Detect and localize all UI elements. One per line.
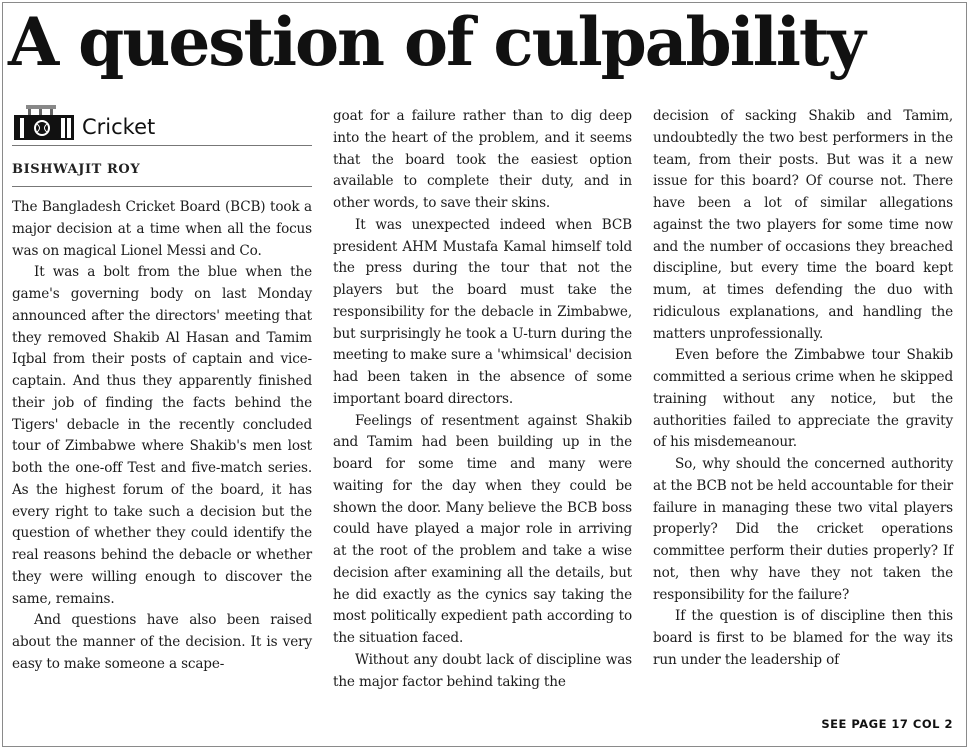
byline: BISHWAJIT ROY — [12, 162, 141, 177]
article-paragraph: The Bangladesh Cricket Board (BCB) took a major decision at a time when all the focus was on magical Lionel Messi and Co. — [12, 199, 312, 259]
article-column-2 — [333, 106, 632, 693]
article-paragraph: It was a bolt from the blue when the game's governing body on last Monday announced after the directors' meeting that they removed Shakib Al Hasan and Tamim Iqbal from their posts of captain and vice-captain. And thus they apparently finished their job of finding the facts behind the Tigers' debacle in the recently concluded tour of Zimbabwe where Shakib's men lost both the one-off Test and five-match series. As the highest forum of the board, it has every right to take such a decision but the question of whether they could identify the real reasons behind the debacle or whether they were willing enough to discover the same, remains. — [12, 264, 312, 607]
headline: A question of culpability — [8, 3, 864, 81]
article-column-1 — [12, 197, 312, 676]
article-paragraph: decision of sacking Shakib and Tamim, undoubtedly the two best performers in the team, from their posts. But was it a new issue for this board? Of course not. There have been a lot of similar allegations against the two players for some time now and the number of occasions they breached discipline, but every time the board kept mum, at times defending the duo with ridiculous explanations, and handling the matters unprofessionally. — [653, 108, 953, 342]
article-paragraph: Feelings of resentment against Shakib and Tamim had been building up in the board for some time and many were waiting for the day when they could be shown the door. Many believe the BCB boss could have played a major role in arriving at the root of the problem and take a wise decision after examining all the details, but he did exactly as the cynics say taking the most politically expedient path according to the situation faced. — [333, 412, 632, 646]
cricket-bat-wickets-icon — [12, 104, 76, 142]
article-column-3 — [653, 106, 953, 672]
article-paragraph: Without any doubt lack of discipline was the major factor behind taking the — [333, 651, 632, 690]
article-paragraph: And questions have also been raised about the manner of the decision. It is very easy to make someone a scape- — [12, 612, 312, 672]
continued-jump-line: SEE PAGE 17 COL 2 — [821, 717, 953, 731]
article-paragraph: Even before the Zimbabwe tour Shakib committed a serious crime when he skipped training without any notice, but the authorities failed to appreciate the gravity of his misdemeanour. — [653, 347, 953, 451]
section-kicker — [12, 104, 312, 142]
article-paragraph: goat for a failure rather than to dig deep into the heart of the problem, and it seems that the board took the easiest option available to complete their duty, and in other words, to save their skins. — [333, 108, 632, 211]
kicker-divider — [12, 145, 312, 146]
article-paragraph: If the question is of discipline then this board is first to be blamed for the way its run under the leadership of — [653, 608, 953, 668]
article-paragraph: It was unexpected indeed when BCB president AHM Mustafa Kamal himself told the press during the tour that not the players but the board must take the responsibility for the debacle in Zimbabwe, but surprisingly he took a U-turn during the meeting to make sure a 'whimsical' decision had been taken in the absence of some important board directors. — [333, 216, 632, 407]
article-paragraph: So, why should the concerned authority at the BCB not be held accountable for their failure in managing these two vital players properly? Did the cricket operations committee perform their duties properly? If not, then why have they not taken the responsibility for the failure? — [653, 456, 953, 603]
byline-divider — [12, 186, 312, 187]
section-label: Cricket — [82, 115, 156, 139]
